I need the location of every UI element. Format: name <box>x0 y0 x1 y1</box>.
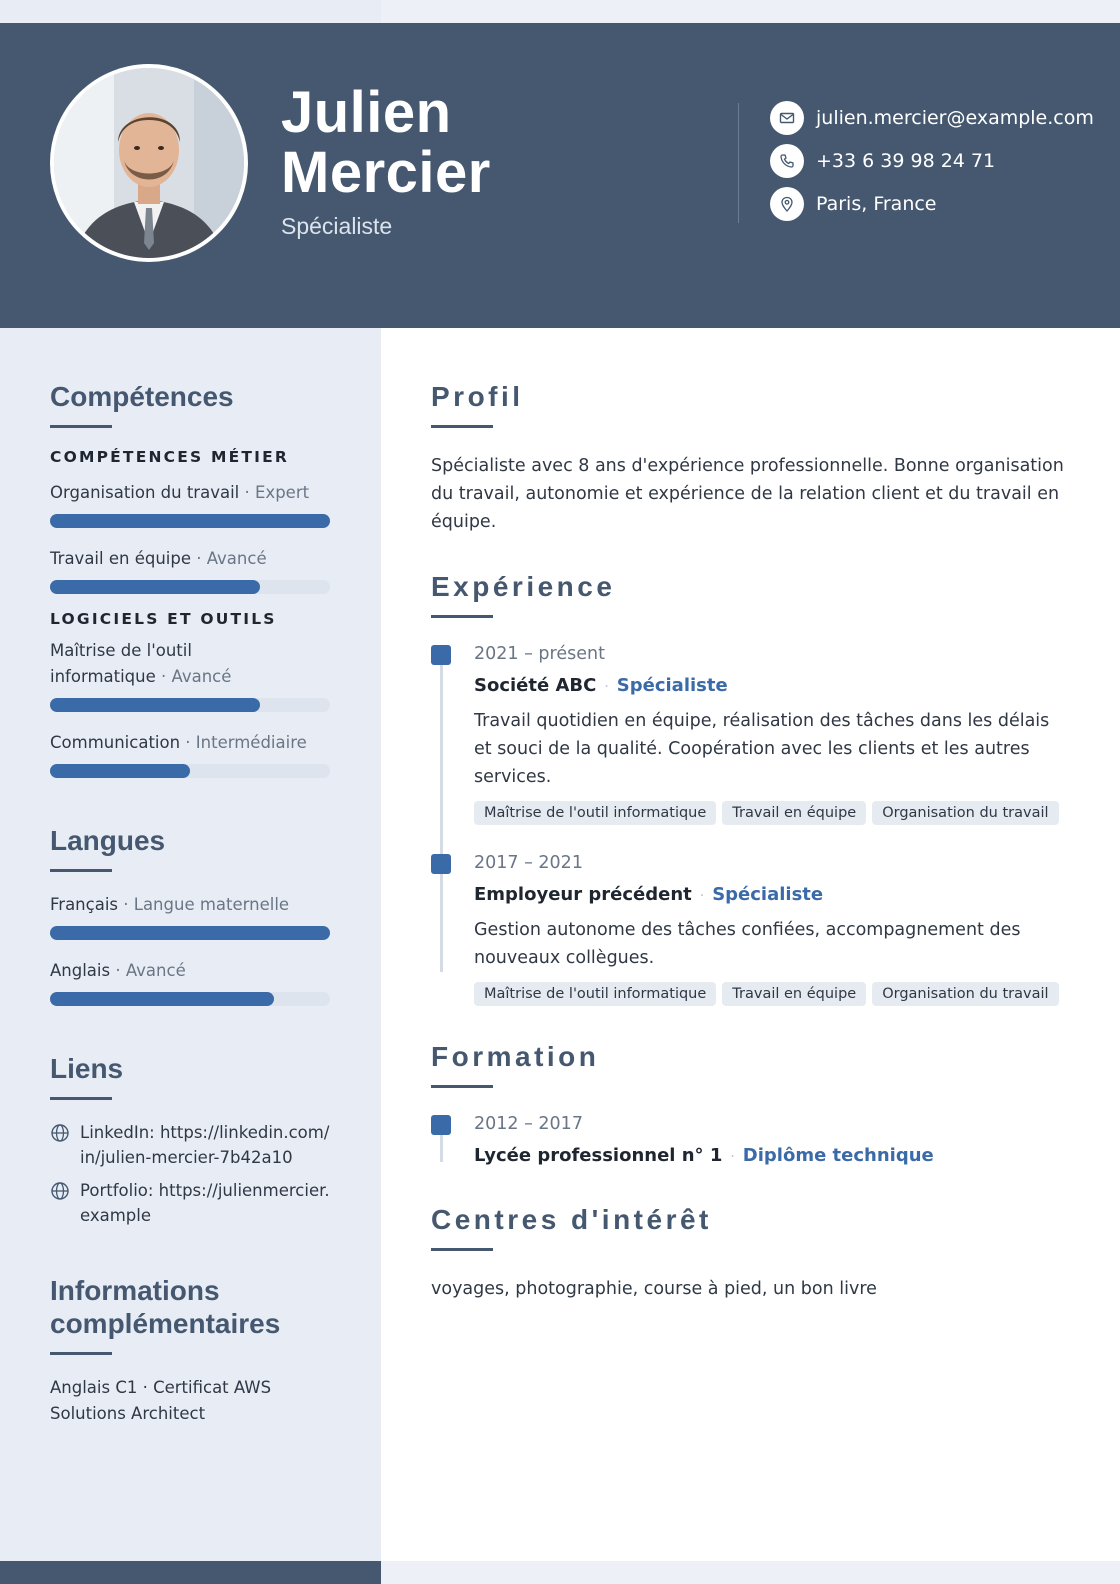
experience-timeline <box>431 642 1071 1006</box>
skill-level: · Avancé <box>155 667 232 686</box>
header <box>0 23 1120 328</box>
skill-tag: Organisation du travail <box>872 982 1058 1006</box>
entry-header <box>474 674 1071 699</box>
contact-divider <box>738 103 739 223</box>
education-section <box>431 1040 1071 1169</box>
entry-role: Spécialiste <box>616 675 728 696</box>
language-bar-fill <box>50 926 330 940</box>
language-level: · Avancé <box>110 961 186 980</box>
education-heading: Formation <box>431 1041 600 1072</box>
language-bar <box>50 926 330 940</box>
contact-list <box>770 101 1094 230</box>
skill-level: · Intermédiaire <box>180 733 307 752</box>
experience-heading: Expérience <box>431 571 616 602</box>
skill-tag: Maîtrise de l'outil informatique <box>474 982 716 1006</box>
skill-level: · Expert <box>239 483 310 502</box>
skill-item <box>50 546 330 594</box>
skills-heading: Compétences <box>50 381 234 412</box>
globe-icon <box>50 1181 70 1201</box>
interests-section <box>431 1203 1071 1299</box>
language-label <box>50 958 330 984</box>
skills-section <box>50 380 330 778</box>
skill-bar <box>50 698 330 712</box>
language-item <box>50 958 330 1006</box>
interests-heading: Centres d'intérêt <box>431 1204 712 1235</box>
avatar <box>50 64 248 262</box>
skill-item <box>50 480 330 528</box>
heading-rule <box>50 869 112 872</box>
entry-tags <box>474 801 1071 825</box>
separator-dot: · <box>730 1149 735 1165</box>
language-bar-fill <box>50 992 274 1006</box>
entry-role: Spécialiste <box>712 884 824 905</box>
entry-date: 2017 – 2021 <box>474 853 583 873</box>
skill-tag: Travail en équipe <box>722 801 866 825</box>
contact-phone[interactable] <box>770 144 1094 178</box>
skill-tag: Organisation du travail <box>872 801 1058 825</box>
extra-info-text: Anglais C1 · Certificat AWS Solutions Architect <box>50 1378 272 1423</box>
skill-name: Communication <box>50 733 181 752</box>
language-bar <box>50 992 330 1006</box>
entry-org: Employeur précédent <box>474 884 692 905</box>
language-label <box>50 892 330 918</box>
interests-text: voyages, photographie, course à pied, un bon livre <box>431 1279 877 1299</box>
contact-email-text: julien.mercier@example.com <box>816 107 1094 129</box>
skill-label <box>50 546 330 572</box>
link-portfolio[interactable] <box>50 1178 330 1228</box>
entry-org: Lycée professionnel n° 1 <box>474 1145 723 1166</box>
skill-tag: Travail en équipe <box>722 982 866 1006</box>
first-name: Julien <box>281 80 452 145</box>
entry-org: Société ABC <box>474 675 597 696</box>
separator-dot: · <box>699 888 705 904</box>
timeline-marker <box>431 645 451 665</box>
avatar-portrait <box>54 68 244 258</box>
skill-group-title: LOGICIELS ET OUTILS <box>50 610 277 628</box>
profile-heading: Profil <box>431 381 524 412</box>
languages-heading: Langues <box>50 825 166 856</box>
skill-group-title: COMPÉTENCES MÉTIER <box>50 448 290 466</box>
link-linkedin-text: LinkedIn: https://linkedin.com/in/julien-mercier-7b42a10 <box>80 1123 330 1167</box>
heading-rule <box>431 615 493 618</box>
links-heading: Liens <box>50 1053 124 1084</box>
contact-location-text: Paris, France <box>816 193 937 215</box>
skill-bar <box>50 580 330 594</box>
skill-bar <box>50 764 330 778</box>
separator-dot: · <box>604 679 609 695</box>
sidebar <box>50 380 330 1427</box>
entry-header <box>474 883 1071 908</box>
timeline-marker <box>431 854 451 874</box>
language-name: Anglais <box>50 961 111 980</box>
experience-entry <box>431 851 1071 1006</box>
heading-rule <box>431 425 493 428</box>
education-timeline <box>431 1112 1071 1169</box>
contact-location <box>770 187 1094 221</box>
skill-bar-fill <box>50 698 260 712</box>
skill-label <box>50 638 250 690</box>
entry-date: 2012 – 2017 <box>474 1114 583 1134</box>
experience-section <box>431 570 1071 1006</box>
heading-rule <box>431 1085 493 1088</box>
skill-label <box>50 480 330 506</box>
location-icon <box>770 187 804 221</box>
link-portfolio-text: Portfolio: https://julienmercier.example <box>80 1181 330 1225</box>
skill-label <box>50 730 330 756</box>
main-content <box>431 380 1071 1299</box>
links-section <box>50 1052 330 1228</box>
entry-date: 2021 – présent <box>474 644 605 664</box>
extra-info-section <box>50 1274 330 1427</box>
profile-section <box>431 380 1071 536</box>
entry-description: Travail quotidien en équipe, réalisation des tâches dans les délais et souci de la qualité. Coopération avec les clients et les autres services. <box>474 711 1050 787</box>
profile-text: Spécialiste avec 8 ans d'expérience professionnelle. Bonne organisation du travail, autonomie et expérience de la relation client et du travail en équipe. <box>431 456 1064 532</box>
mail-icon <box>770 101 804 135</box>
skill-name: Organisation du travail <box>50 483 240 502</box>
entry-header <box>474 1144 1071 1169</box>
heading-rule <box>50 1097 112 1100</box>
bottom-bar <box>0 1561 381 1584</box>
skill-tag: Maîtrise de l'outil informatique <box>474 801 716 825</box>
heading-rule <box>50 1352 112 1355</box>
language-item <box>50 892 330 940</box>
skill-bar-fill <box>50 580 260 594</box>
name-block <box>281 80 491 240</box>
contact-email[interactable] <box>770 101 1094 135</box>
education-entry <box>431 1112 1071 1169</box>
skill-name: Maîtrise de l'outil informatique <box>50 641 192 686</box>
skill-bar-fill <box>50 514 330 528</box>
languages-section <box>50 824 330 1006</box>
skill-bar-fill <box>50 764 190 778</box>
link-linkedin[interactable] <box>50 1120 330 1170</box>
job-title: Spécialiste <box>281 213 393 239</box>
bottom-strip <box>381 1561 1120 1584</box>
timeline-marker <box>431 1115 451 1135</box>
entry-role: Diplôme technique <box>742 1145 934 1166</box>
language-name: Français <box>50 895 119 914</box>
heading-rule <box>50 425 112 428</box>
last-name: Mercier <box>281 140 491 205</box>
skill-item <box>50 730 330 778</box>
experience-entry <box>431 642 1071 825</box>
skill-level: · Avancé <box>190 549 267 568</box>
skill-item <box>50 638 330 712</box>
top-strip <box>381 0 1120 23</box>
globe-icon <box>50 1123 70 1143</box>
skill-bar <box>50 514 330 528</box>
extra-info-heading: Informations complémentaires <box>50 1275 281 1339</box>
phone-icon <box>770 144 804 178</box>
entry-description: Gestion autonome des tâches confiées, accompagnement des nouveaux collègues. <box>474 920 1021 968</box>
entry-tags <box>474 982 1071 1006</box>
contact-phone-text: +33 6 39 98 24 71 <box>816 150 996 172</box>
heading-rule <box>431 1248 493 1251</box>
language-level: · Langue maternelle <box>118 895 290 914</box>
skill-name: Travail en équipe <box>50 549 191 568</box>
